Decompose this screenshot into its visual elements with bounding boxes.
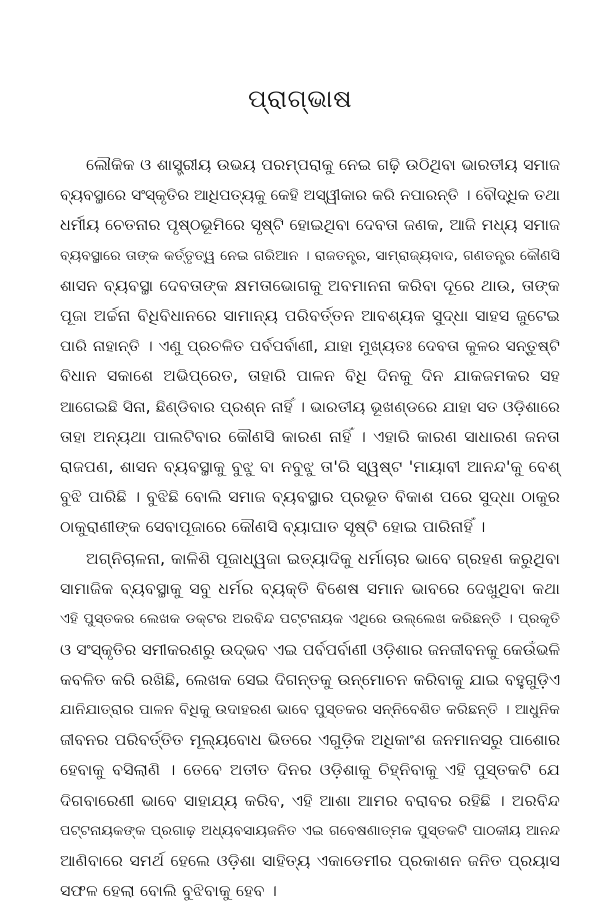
paragraph-line: ବିଧାନ ସକାଶେ ଅଭିପ୍ରେତ, ତାହାରି ପାଳନ ବିଧି ଦିନକୁ ଦିନ ଯାକଜମକର ସହ bbox=[60, 366, 560, 386]
paragraph-2 bbox=[60, 544, 560, 906]
paragraph-line: ସଫଳ ହେଲା ବୋଲି ବୁଝିବାକୁ ହେବ । bbox=[60, 881, 277, 901]
paragraph-line: ଅଗ୍ନିଚାଳନା, କାଳିଶି ପୂଜାଧ୍ୱଜା ଇତ୍ୟାଦିକୁ ଧର୍ମାଚାର ଭାବେ ଗ୍ରହଣ କରୁଥିବା bbox=[86, 549, 560, 568]
paragraph-line: ଯାନିଯାତ୍ରାର ପାଳନ ବିଧିକୁ ଉଦାହରଣ ଭାବେ ପୁସ୍ତକର ସନ୍ନିବେଶିତ କରିଛନ୍ତି । ଆଧୁନିକ bbox=[60, 700, 560, 718]
paragraph-line: ଆଣିବାରେ ସମର୍ଥ ହେଲେ ଓଡ଼ିଶା ସାହିତ୍ୟ ଏକାଡେମୀର ପ୍ରକାଶନ ଜନିତ ପ୍ରୟାସ bbox=[60, 850, 560, 870]
paragraph-line: ତାହା ଅନ୍ୟଥା ପାଲଟିବାର କୌଣସି କାରଣ ନାହିଁ । ଏହାରି କାରଣ ସାଧାରଣ ଜନତା bbox=[60, 426, 560, 446]
paragraph-line: ଓ ସଂସ୍କୃତିର ସମୀକରଣରୁ ଉଦ୍ଭବ ଏଇ ପର୍ବପର୍ବାଣୀ ଓଡ଼ିଶାର ଜନଜୀବନକୁ କେଉଁଭଳି bbox=[60, 639, 560, 659]
paragraph-line: ବୁଝି ପାରିଛି । ବୁଝିଛି ବୋଲି ସମାଜ ବ୍ୟବସ୍ଥାର ପ୍ରଭୂତ ବିକାଶ ପରେ ସୁଦ୍ଧା ଠାକୁର bbox=[60, 487, 560, 507]
paragraph-line: ପଟ୍ଟନାୟକଙ୍କ ପ୍ରଗାଢ଼ ଅଧ୍ୟବସାୟଜନିତ ଏଇ ଗବେଷଣାତ୍ମକ ପୁସ୍ତକଟି ପାଠକୀୟ ଆନନ୍ଦ bbox=[60, 822, 560, 839]
paragraph-line: ରାଜପଣ, ଶାସନ ବ୍ୟବସ୍ଥାକୁ ବୁଝୁ ବା ନବୁଝୁ ତା'ରି ସ୍ୱଷ୍ଟ 'ମାୟାବୀ ଆନନ୍ଦ'କୁ ବେଶ୍ bbox=[60, 456, 560, 476]
paragraph-line: କବଳିତ କରି ରଖିଛି, ଲେଖକ ସେଇ ଦିଗନ୍ତକୁ ଉନ୍ମୋଚନ କରିବାକୁ ଯାଇ ବହୁଗୁଡ଼ିଏ bbox=[60, 669, 560, 689]
paragraph-line: ବ୍ୟବସ୍ଥାରେ ତାଙ୍କ କର୍ତ୍ତୃତ୍ୱ ନେଇ ଗରିଆନ । ରାଜତନ୍ତ୍ର, ସାମ୍ରାଜ୍ୟବାଦ, ଗଣତନ୍ତ୍ର କୌଣସି bbox=[60, 247, 560, 264]
paragraph-line: ପୂଜା ଅର୍ଚ୍ଚନା ବିଧିବିଧାନରେ ସାମାନ୍ୟ ପରିବର୍ତ୍ତନ ଆବଶ୍ୟକ ସୁଦ୍ଧା ସାହସ ଜୁଟେଇ bbox=[60, 305, 560, 325]
paragraph-line: ଠାକୁରାଣୀଙ୍କ ସେବାପୂଜାରେ କୌଣସି ବ୍ୟାଘାତ ସୃଷ୍ଟି ହୋଇ ପାରିନାହିଁ । bbox=[60, 517, 486, 537]
paragraph-line: ଲୌକିକ ଓ ଶାସ୍ତ୍ରୀୟ ଉଭୟ ପରମ୍ପରାକୁ ନେଇ ଗଢ଼ି ଉଠିଥିବା ଭାରତୀୟ ସମାଜ bbox=[86, 155, 560, 174]
paragraph-line: ଏହି ପୁସ୍ତକର ଲେଖକ ଡକ୍ଟର ଅରବିନ୍ଦ ପଟ୍ଟନାୟକ ଏଥିରେ ଉଲ୍ଲେଖ କରିଛନ୍ତି । ପ୍ରକୃତି bbox=[60, 611, 560, 628]
paragraph-1 bbox=[60, 150, 560, 542]
paragraph-line: ସାମାଜିକ ବ୍ୟବସ୍ଥାକୁ ସବୁ ଧର୍ମର ବ୍ୟକ୍ତି ବିଶେଷ ସମାନ ଭାବରେ ଦେଖୁଥିବା କଥା bbox=[60, 579, 560, 599]
paragraph-line: ଦିଗବାରେଣୀ ଭାବେ ସାହାଯ୍ୟ କରିବ, ଏହି ଆଶା ଆମର ବରାବର ରହିଛି । ଅରବିନ୍ଦ bbox=[60, 790, 560, 810]
paragraph-line: ଧର୍ମୀୟ ଚେତନାର ପୃଷ୍ଠଭୂମିରେ ସୃଷ୍ଟି ହୋଇଥିବା ଦେବତା ଜଣକ, ଆଜି ମଧ୍ୟ ସମାଜ bbox=[60, 215, 560, 235]
paragraph-line: ପାରି ନାହାନ୍ତି । ଏଣୁ ପ୍ରଚଳିତ ପର୍ବପର୍ବାଣୀ, ଯାହା ମୁଖ୍ୟତଃ ଦେବତା କୁଳର ସନ୍ତୁଷ୍ଟି bbox=[60, 337, 560, 356]
paragraph-line: ଜୀବନର ପରିବର୍ତ୍ତିତ ମୂଲ୍ୟବୋଧ ଭିତରେ ଏଗୁଡ଼ିକ ଅଧିକାଂଶ ଜନମାନସରୁ ପାଶୋର bbox=[60, 730, 560, 750]
paragraph-line: ଶାସନ ବ୍ୟବସ୍ଥା ଦେବତାଙ୍କ କ୍ଷମତାଭୋଗକୁ ଅବମାନନା କରିବା ଦୂରେ ଥାଉ, ତାଙ୍କ bbox=[60, 275, 560, 295]
paragraph-line: ଆଗେଇଛି ସିନା, ଛିଣ୍ଡିବାର ପ୍ରଶ୍ନ ନାହିଁ । ଭାରତୀୟ ଭୂଖଣ୍ଡରେ ଯାହା ସତ ଓଡ଼ିଶାରେ bbox=[60, 397, 560, 416]
page-title: ପ୍ରାଗ୍‌ଭାଷ bbox=[247, 84, 353, 113]
paragraph-line: ହେବାକୁ ବସିଲାଣି । ତେବେ ଅତୀତ ଦିନର ଓଡ଼ିଶାକୁ ଚିହ୍ନିବାକୁ ଏହି ପୁସ୍ତକଟି ଯେ bbox=[60, 760, 560, 780]
paragraph-line: ବ୍ୟବସ୍ଥାରେ ସଂସ୍କୃତିର ଆଧିପତ୍ୟକୁ କେହି ଅସ୍ୱୀକାର କରି ନପାରନ୍ତି । ବୌଦ୍ଧିକ ତଥା bbox=[60, 186, 560, 205]
